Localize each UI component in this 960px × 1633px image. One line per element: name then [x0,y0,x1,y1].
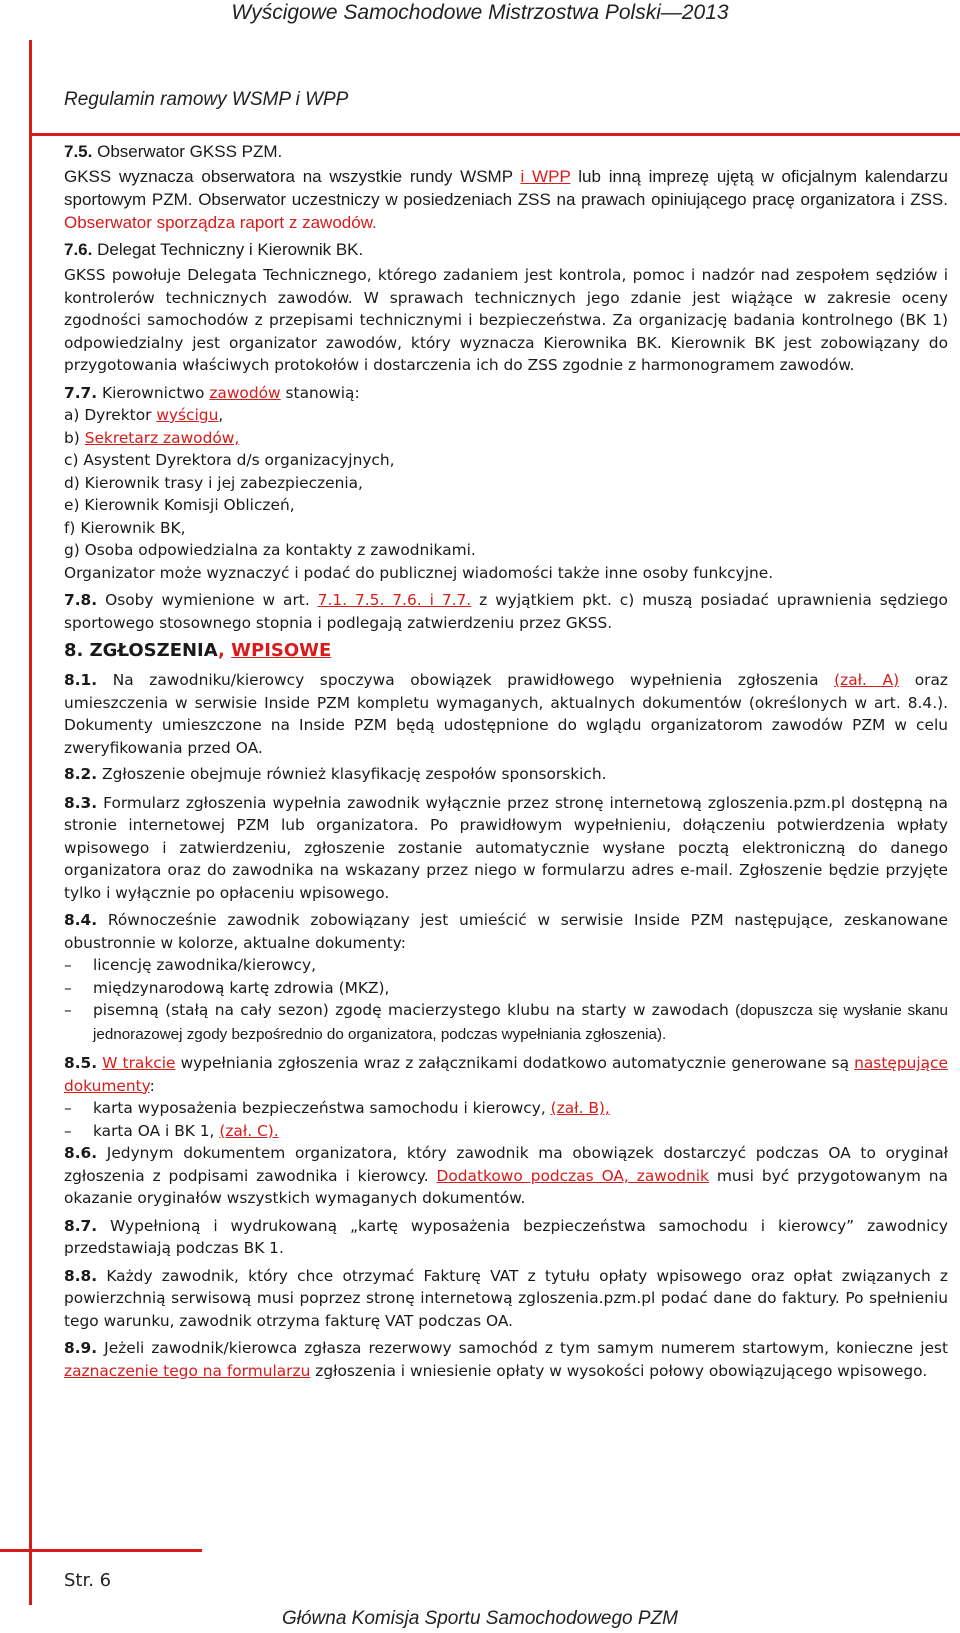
section-8-3-paragraph [64,792,948,905]
document-header-title: Wyścigowe Samochodowe Mistrzostwa Polski—2013 [231,1,729,24]
section-title-text: 8. ZGŁOSZENIA [64,640,219,661]
document-list-item [64,954,948,977]
dash-bullet: – [64,978,72,997]
section-number: 7.7. [64,383,98,402]
section-8-5-paragraph [64,1052,948,1097]
list-text: licencję zawodnika/kierowcy, [93,956,317,974]
section-7-7-lead [64,382,948,405]
section-heading: Obserwator GKSS PZM. [97,142,283,161]
section-8-6-paragraph [64,1142,948,1210]
list-text: b) [64,428,80,447]
section-number: 8.6. [64,1144,98,1162]
list-note-text: (dopuszcza się wysłanie skanu jednorazowej zgody bezpośrednio do organizatora, podczas wypełniania zgłoszenia). [93,1002,948,1043]
section-8-9-paragraph [64,1337,948,1382]
list-text: karta OA i BK 1, [93,1121,215,1140]
section-7-6-paragraph: GKSS powołuje Delegata Technicznego, którego zadaniem jest kontrola, pomoc i nadzór nad zespołem sędziów i kontrolerów technicznych zawodów. W sprawach technicznych jego zdanie jest wiążące w zakresie oceny zgodności samochodów z przepisami technicznymi i bezpieczeństwa. Za organizację badania kontrolnego (BK 1) odpowiedzialny jest organizator zawodów, który wyznacza Kierownika BK. Kierownik BK jest zobowiązany do przygotowania właściwych protokołów i dostarczenia ich do ZSS zgodnie z harmonogramem zawodów. [64,266,948,374]
section-number: 8.7. [64,1216,98,1235]
wyscigu-link[interactable]: wyścigu [156,406,219,424]
section-7-8-paragraph [64,589,948,634]
list-text: międzynarodową kartę zdrowia (MKZ), [93,978,390,997]
section-7-6-heading [64,238,948,261]
list-text: pisemną (stałą na cały sezon) zgodę macierzystego klubu na starty w zawodach [93,1001,729,1019]
dash-bullet: – [64,1099,72,1117]
zaznaczenie-link[interactable]: zaznaczenie tego na formularzu [64,1361,311,1380]
dodatkowo-oa-link[interactable]: Dodatkowo podczas OA, zawodnik [436,1166,709,1185]
paragraph-text: Jeżeli zawodnik/kierowca zgłasza rezerwowy samochód z tym samym numerem startowym, konieczne jest [104,1339,948,1357]
paragraph-text: z wyjątkiem pkt. c) muszą posiadać uprawnienia sędziego sportowego stosownego stopnia i podlegają zatwierdzeniu przez GKSS. [64,591,948,632]
page-number: Str. 6 [64,1570,112,1591]
paragraph-text: Równocześnie zawodnik zobowiązany jest umieścić w serwisie Inside PZM następujące, zeskanowane obustronnie w kolorze, aktualne dokumenty: [64,911,948,952]
paragraph-text: GKSS wyznacza obserwatora na wszystkie rundy WSMP [64,167,513,186]
section-number: 8.2. [64,765,98,783]
list-item-g: g) Osoba odpowiedzialna za kontakty z zawodnikami. [64,541,476,559]
bottom-red-rule [0,1549,202,1552]
list-text: , [218,406,224,424]
section-7-5-paragraph [64,165,948,234]
section-title-comma: , [218,640,225,661]
article-refs-link[interactable]: 7.1. 7.5. 7.6. i 7.7. [317,591,472,609]
generated-doc-item [64,1120,948,1143]
paragraph-text: Każdy zawodnik, który chce otrzymać Fakturę VAT z tytułu opłaty wpisowego oraz opłat związanych z powierzchnią serwisową musi poprzez stronę internetową zgloszenia.pzm.pl podać dane do faktury. Po spełnieniu tego warunku, zawodnik otrzyma fakturę VAT podczas OA. [64,1266,948,1330]
sekretarz-link[interactable]: Sekretarz zawodów, [84,428,240,447]
list-item-e: e) Kierownik Komisji Obliczeń, [64,496,295,514]
document-body [64,140,948,1382]
paragraph-text: Zgłoszenie obejmuje również klasyfikację zespołów sponsorskich. [102,765,607,783]
section-8-8-paragraph [64,1265,948,1333]
section-7-5-heading [64,140,948,163]
dash-bullet: – [64,1121,72,1140]
top-red-rule [29,133,960,136]
list-item-f: f) Kierownik BK, [64,518,186,537]
paragraph-text: Na zawodniku/kierowcy spoczywa obowiązek prawidłowego wypełnienia zgłoszenia [112,671,819,689]
section-number: 8.9. [64,1339,98,1357]
list-item-b [64,427,948,450]
paragraph-text: Wypełnioną i wydrukowaną „kartę wyposażenia bezpieczeństwa samochodu i kierowcy” zawodnicy przedstawiają podczas BK 1. [64,1216,948,1257]
section-8-2-paragraph [64,763,948,786]
section-number: 7.6. [64,240,93,259]
paragraph-text: lub inną imprezę ujętą w oficjalnym kalendarzu sportowym PZM. Obserwator uczestniczy w posiedzeniach ZSS na prawach opiniującego pracę organizatora i ZSS. [64,167,948,209]
generated-doc-item [64,1097,948,1120]
list-text: a) Dyrektor [64,406,152,424]
section-number: 8.5. [64,1054,98,1072]
zal-c-link[interactable]: (zał. C). [219,1121,279,1140]
paragraph-text: stanowią: [285,383,360,402]
report-note: Obserwator sporządza raport z zawodów. [64,213,377,232]
left-red-rule [29,40,32,1605]
list-text: karta wyposażenia bezpieczeństwa samochodu i kierowcy, [93,1099,546,1117]
document-list-item [64,977,948,1000]
wpp-link[interactable]: i WPP [520,167,571,186]
dash-bullet: – [64,956,72,974]
list-item-c: c) Asystent Dyrektora d/s organizacyjnych, [64,451,395,469]
document-footer: Główna Komisja Sportu Samochodowego PZM [281,1608,679,1629]
paragraph-text: Formularz zgłoszenia wypełnia zawodnik wyłącznie przez stronę internetową zgloszenia.pzm.pl dostępną na stronie internetowej PZM lub organizatora. Po prawidłowym wypełnieniu, dołączeniu potwierdzenia wpłaty wpisowego i zatwierdzeniu, zgłoszenie zostanie automatycznie wysłane pocztą elektroniczną do danego organizatora oraz do zawodnika na wskazany przez niego w formularzu adres e-mail. Zgłoszenie będzie przyjęte tylko i wyłącznie po opłaceniu wpisowego. [64,793,948,902]
paragraph-text: : [149,1076,155,1095]
section-7-7-tail: Organizator może wyznaczyć i podać do publicznej wiadomości także inne osoby funkcyjne. [64,563,774,582]
nastepujace-dokumenty-link[interactable]: następujące dokumenty [64,1054,948,1095]
wpisowe-link[interactable]: WPISOWE [231,640,332,661]
section-8-title [64,638,948,664]
section-heading: Delegat Techniczny i Kierownik BK. [97,240,364,259]
section-number: 7.5. [64,142,93,161]
paragraph-text: musi być przygotowanym na okazanie oryginałów wszystkich wymaganych dokumentów. [64,1166,948,1207]
section-8-7-paragraph [64,1215,948,1260]
paragraph-text: oraz umieszczenia w serwisie Inside PZM kompletu wymaganych, aktualnych dokumentów (określonych w art. 8.4.). Dokumenty umieszczone na Inside PZM będą udostępnione do wglądu organizatorom zawodów PZM w celu zweryfikowania przed OA. [64,671,948,757]
list-item-d: d) Kierownik trasy i jej zabezpieczenia, [64,473,363,492]
section-number: 8.8. [64,1266,98,1285]
section-8-1-paragraph [64,669,948,759]
zal-b-link[interactable]: (zał. B), [550,1099,610,1117]
document-subtitle: Regulamin ramowy WSMP i WPP [64,89,349,110]
section-8-4-paragraph [64,909,948,954]
paragraph-text: Kierownictwo [102,383,205,402]
section-number: 8.4. [64,911,98,929]
paragraph-text: wypełniania zgłoszenia wraz z załącznikami dodatkowo automatycznie generowane są [180,1054,849,1072]
section-number: 7.8. [64,591,98,609]
dash-bullet: – [64,1001,72,1019]
zawodow-link[interactable]: zawodów [209,383,281,402]
paragraph-text: zgłoszenia i wniesienie opłaty w wysokości połowy obowiązującego wpisowego. [315,1361,928,1380]
section-number: 8.1. [64,671,98,689]
list-item-a [64,404,948,427]
document-list-item [64,999,948,1046]
paragraph-text: Jedynym dokumentem organizatora, który zawodnik ma obowiązek dostarczyć podczas OA to oryginał zgłoszenia z podpisami zawodnika i kierowcy. [64,1144,948,1185]
section-number: 8.3. [64,793,98,812]
paragraph-text: Osoby wymienione w art. [105,591,310,609]
w-trakcie-link[interactable]: W trakcie [102,1054,176,1072]
zal-a-link[interactable]: (zał. A) [834,671,900,689]
